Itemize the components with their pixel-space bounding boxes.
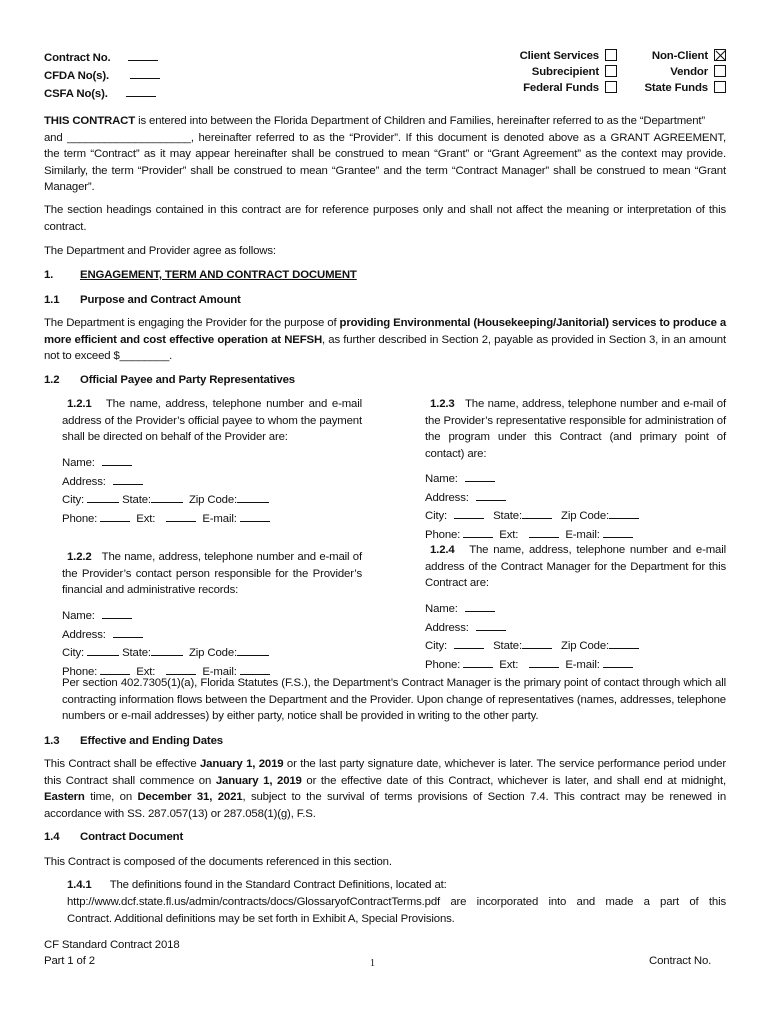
intro-line3: the term “Contract” as it may appear hereinafter shall be construed to mean “Grant” or “Grant Agreement” as the context may provide. [44,148,726,161]
s13-t4: time, on [84,791,138,804]
manager-city-field[interactable] [454,636,484,649]
s14-number: 1.4 [44,831,60,843]
financial-email-label: E-mail: [202,665,237,678]
s141-line2-rest: are incorporated into and made a part of this [440,896,726,908]
csfa-row [44,84,160,102]
payee-city-field[interactable] [87,490,119,503]
manager-city-label: City: [425,640,448,653]
section1-title: ENGAGEMENT, TERM AND CONTRACT DOCUMENT [80,269,357,281]
s141-line3: Contract. Additional definitions may be set forth in Exhibit A, Special Provisions. [67,913,455,925]
s124-text [425,542,726,592]
financial-state-label: State: [122,647,151,660]
payee-ext-field[interactable] [166,509,196,522]
contract-manager-fields [425,599,639,673]
financial-name-label: Name: [62,610,95,622]
commence-date: January 1, 2019 [215,774,302,787]
manager-address-field[interactable] [476,618,506,631]
payee-fields [62,453,270,527]
payee-zip-field[interactable] [237,490,269,503]
page-number: 1 [370,958,375,969]
manager-ext-field[interactable] [529,655,559,668]
rep-address-label: Address: [425,491,469,504]
footer-contract-no: Contract No. [649,955,712,967]
s141-line2 [67,894,726,911]
cfda-blank [130,66,160,79]
contract-ids [44,48,160,102]
s122-number: 1.2.2 [67,551,92,563]
rep-name-field[interactable] [465,469,495,482]
financial-city-label: City: [62,647,85,660]
rep-zip-label: Zip Code: [561,510,610,523]
payee-email-field[interactable] [240,509,270,522]
contract-no-label: Contract No. [44,52,111,64]
s14-text: This Contract is composed of the documents referenced in this section. [44,856,392,868]
s124-number: 1.2.4 [430,544,455,556]
vendor-label: Vendor [670,66,708,78]
s13-title: Effective and Ending Dates [80,735,223,747]
rep-zip-field[interactable] [609,506,639,519]
payee-ext-label: Ext: [136,512,156,525]
payee-address-label: Address: [62,475,106,488]
s11-text-a: The Department is engaging the Provider for the purpose of [44,317,340,329]
financial-ext-field[interactable] [166,662,196,675]
s141-line1-text: The definitions found in the Standard Contract Definitions, located at: [109,879,447,891]
intro-line1: is entered into between the Florida Department of Children and Families, hereinafter referred to as the “Department” [135,115,706,127]
manager-email-label: E-mail: [565,658,600,671]
rep-state-field[interactable] [522,506,552,519]
intro-line2b: , hereinafter referred to as the “Provider”. If this document is denoted above as a GRANT AGREEMENT, [190,131,726,144]
financial-phone-label: Phone: [62,665,98,678]
s122-text [62,549,362,599]
financial-address-label: Address: [62,628,106,641]
payee-state-label: State: [122,494,151,507]
s11-text [44,315,726,365]
financial-email-field[interactable] [240,662,270,675]
manager-address-label: Address: [425,621,469,634]
rep-state-label: State: [493,510,522,523]
financial-phone-field[interactable] [100,662,130,675]
cfda-label: CFDA No(s). [44,70,109,82]
section1-number: 1. [44,269,54,281]
per-section-paragraph: Per section 402.7305(1)(a), Florida Statutes (F.S.), the Department’s Contract Manager is the primary point of contact through which all contracting information flows between the Department and the Provider. Upon change of representatives (names, addresses, telephone numbers or e-mail addresses) by either party, notice shall be provided in writing to the other party. [62,677,726,723]
financial-address-field[interactable] [113,625,143,638]
rep-phone-field[interactable] [463,525,493,538]
s141-number: 1.4.1 [67,879,92,891]
subrecipient-label: Subrecipient [531,66,599,78]
footer-form-name: CF Standard Contract 2018 [44,939,180,951]
manager-name-field[interactable] [465,599,495,612]
federal-funds-checkbox[interactable] [605,81,617,93]
subrecipient-checkbox[interactable] [605,65,617,77]
state-funds-label: State Funds [644,82,708,94]
s13-t5: , subject to the survival of terms provisions of Section 7.4. This contract may be renewed in accordance with SS. 287.057(13) or 287.058(1)(g), F.S. [44,791,726,820]
financial-state-field[interactable] [151,643,183,656]
agree-statement: The Department and Provider agree as follows: [44,245,276,257]
payee-phone-label: Phone: [62,512,98,525]
s123-text [425,396,726,462]
financial-zip-label: Zip Code: [188,647,238,660]
manager-email-field[interactable] [603,655,633,668]
manager-name-label: Name: [425,603,458,615]
s123-body: The name, address, telephone number and e-mail of the Provider’s representative responsible for administration of the program under this Contract (and primary point of contact) are: [425,398,726,460]
effective-date: January 1, 2019 [199,758,284,770]
time-zone: Eastern [44,791,85,804]
s13-number: 1.3 [44,735,60,747]
s141-line1 [67,877,447,894]
s13-t2: or the last party signature date, whichever is later. The service performance period under this Contract shall commence on [44,758,726,787]
s11-title: Purpose and Contract Amount [80,294,241,306]
footer-part: Part 1 of 2 [44,955,95,967]
contract-no-row [44,48,160,66]
financial-zip-field[interactable] [237,643,269,656]
federal-funds-label: Federal Funds [523,82,599,94]
non-client-checkbox[interactable] [714,49,726,61]
payee-phone-field[interactable] [100,509,130,522]
payee-state-field[interactable] [151,490,183,503]
funding-type-group [440,48,617,96]
non-client-label: Non-Client [651,50,708,62]
s11-number: 1.1 [44,294,60,306]
payee-zip-label: Zip Code: [188,494,238,507]
financial-ext-label: Ext: [136,665,156,678]
end-date: December 31, 2021 [137,791,243,804]
glossary-link[interactable]: http://www.dcf.state.fl.us/admin/contracts/docs/GlossaryofContractTerms.pdf [67,896,441,908]
cfda-row [44,66,160,84]
s121-text [62,396,362,446]
payee-name-field[interactable] [102,453,132,466]
payee-city-label: City: [62,494,85,507]
client-services-checkbox[interactable] [605,49,617,61]
manager-phone-label: Phone: [425,658,461,671]
rep-ext-label: Ext: [499,528,519,541]
s12-number: 1.2 [44,374,60,386]
financial-name-field[interactable] [102,606,132,619]
rep-email-label: E-mail: [565,528,600,541]
s122-body: The name, address, telephone number and e-mail of the Provider’s contact person responsible for the Provider’s financial and administrative records: [62,551,362,597]
program-rep-fields [425,469,639,543]
vendor-checkbox[interactable] [714,65,726,77]
s11-text-b: , as further described in Section 2, payable as provided in Section 3, in an amount not to exceed $________. [44,333,726,363]
intro-line4: Similarly, the term “Provider” shall be construed to mean “Grantee” and the term “Contract Manager” shall be construed to mean “Grant [44,164,726,177]
s13-t3: or the effective date of this Contract, whichever is later, and shall end at midnight, [301,774,727,787]
manager-ext-label: Ext: [499,658,519,671]
intro-line2a: and [44,131,68,144]
csfa-label: CSFA No(s). [44,88,108,100]
manager-state-field[interactable] [522,636,552,649]
rep-city-field[interactable] [454,506,484,519]
headings-note: The section headings contained in this contract are for reference purposes only and shall not affect the meaning or interpretation of this contract. [44,204,726,233]
s121-number: 1.2.1 [67,398,92,410]
provider-name-blank: ____________________ [67,131,191,144]
manager-state-label: State: [493,640,522,653]
manager-zip-label: Zip Code: [561,640,610,653]
rep-email-field[interactable] [603,525,633,538]
financial-city-field[interactable] [87,643,119,656]
state-funds-checkbox[interactable] [714,81,726,93]
s13-t1: This Contract shall be effective [44,758,200,770]
intro-paragraph [44,113,726,196]
rep-city-label: City: [425,510,448,523]
s121-body: The name, address, telephone number and e-mail address of the Provider’s official payee to whom the payment shall be directed on behalf of the Provider are: [62,398,362,444]
payee-name-label: Name: [62,457,95,469]
rep-address-field[interactable] [476,488,506,501]
s13-text [44,756,726,822]
client-services-label: Client Services [519,50,599,62]
csfa-blank [126,84,156,97]
rep-ext-field[interactable] [529,525,559,538]
s14-title: Contract Document [80,831,184,843]
intro-lead: THIS CONTRACT [44,115,136,127]
rep-name-label: Name: [425,473,458,485]
payee-email-label: E-mail: [202,512,237,525]
financial-contact-fields [62,606,270,680]
s12-title: Official Payee and Party Representatives [80,374,295,386]
rep-phone-label: Phone: [425,528,461,541]
manager-zip-field[interactable] [609,636,639,649]
s11-purpose: providing Environmental (Housekeeping/Janitorial) services to produce a more efficient and cost effective operation at NEFSH [44,317,727,346]
contract-no-blank [128,48,158,61]
manager-phone-field[interactable] [463,655,493,668]
vendor-type-group [620,48,726,96]
payee-address-field[interactable] [113,472,143,485]
s123-number: 1.2.3 [430,398,455,410]
s124-body: The name, address, telephone number and e-mail address of the Contract Manager for the Department for this Contract are: [425,544,727,590]
intro-line5: Manager”. [44,181,95,194]
